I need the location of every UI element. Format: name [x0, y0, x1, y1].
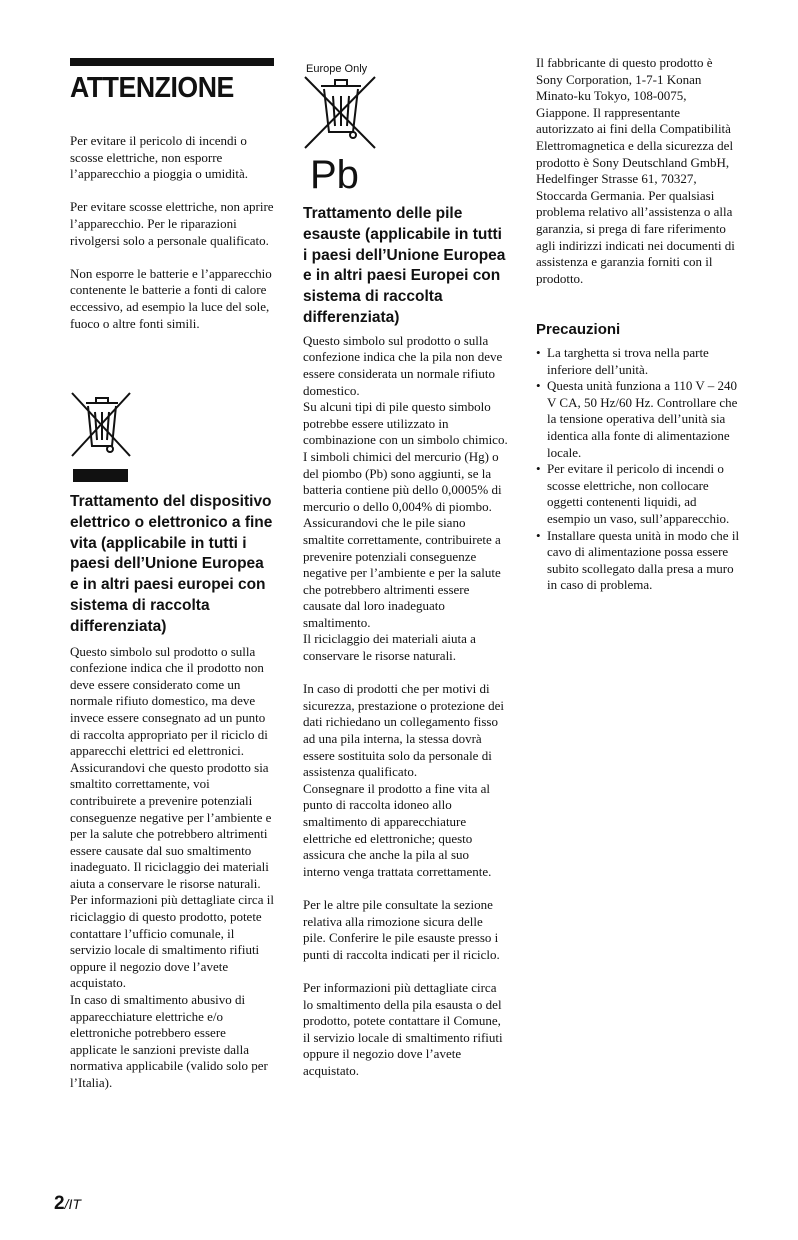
battery-paragraph-2: Su alcuni tipi di pile questo simbolo potrebbe essere utilizzato in combinazione con un simbolo chimico. I simboli chimici del mercurio (Hg) o del piombo (Pb) sono aggiunti, se la batteria contiene più dello 0,0005% di mercurio o dello 0,004% di piombo.	[303, 399, 508, 514]
battery-section	[303, 204, 508, 1080]
battery-heading: Trattamento delle pile esauste (applicabile in tutti i paesi dell’Unione Europea e in altri paesi Europei con sistema di raccolta differenziata)	[303, 205, 506, 326]
precaution-item: • Questa unità funziona a 110 V – 240 V CA, 50 Hz/60 Hz. Controllare che la tensione operativa dell’unità sia identica alla fonte di alimentazione locale.	[536, 378, 740, 461]
page-title: ATTENZIONE	[70, 72, 234, 104]
battery-paragraph-1: Questo simbolo sul prodotto o sulla confezione indica che la pila non deve essere considerata un normale rifiuto domestico.	[303, 332, 503, 398]
precautions-list	[536, 345, 740, 594]
precaution-item: • Installare questa unità in modo che il cavo di alimentazione possa essere subito scollegato dalla presa a muro in caso di problema.	[536, 528, 740, 594]
warning-paragraph-2: Per evitare scosse elettriche, non aprire l’apparecchio. Per le riparazioni rivolgersi solo a personale qualificato.	[70, 199, 274, 248]
battery-bin-logo	[303, 62, 383, 197]
battery-paragraph-4: Il riciclaggio dei materiali aiuta a conservare le risorse naturali.	[303, 631, 476, 664]
battery-paragraph-8: Per informazioni più dettagliate circa lo smaltimento della pila esausta o del prodotto, potete contattare il Comune, il servizio locale di smaltimento rifiuti oppure il negozio dove l’avete acquistato.	[303, 979, 503, 1078]
manufacturer-section	[536, 55, 740, 287]
precautions-section	[536, 320, 740, 594]
precaution-item: • La targhetta si trova nella parte inferiore dell’unità.	[536, 345, 740, 378]
weee-paragraph-2: In caso di smaltimento abusivo di apparecchiature elettriche e/o elettroniche potrebbero essere applicate le sanzioni previste dalla normativa applicabile (valido solo per l’Italia).	[70, 992, 268, 1091]
battery-paragraph-5: In caso di prodotti che per motivi di sicurezza, prestazione o protezione dei dati richiedano un collegamento fisso ad una pila interna, la stessa dovrà essere sostituita solo da personale di assistenza qualificato.	[303, 681, 505, 780]
weee-heading: Trattamento del dispositivo elettrico o elettronico a fine vita (applicabile in tutti i paesi dell’Unione Europea e in altri paesi europei con sistema di raccolta differenziata)	[70, 493, 273, 635]
weee-section	[70, 492, 274, 1092]
weee-paragraph-1: Questo simbolo sul prodotto o sulla confezione indica che il prodotto non deve essere considerato come un normale rifiuto domestico, ma deve invece essere consegnato ad un punto di raccolta appropriato per il riciclo di apparecchi elettrici ed elettronici. Assicurandovi che questo prodotto sia smaltito correttamente, voi contribuirete a prevenire potenziali conseguenze negative per l’ambiente e per la salute che potrebbero altrimenti essere causate dal suo smaltimento inadeguato. Il riciclaggio dei materiali aiuta a conservare le risorse naturali. Per informazioni più dettagliate circa il riciclaggio di questo prodotto, potete contattare l’ufficio comunale, il servizio locale di smaltimento rifiuti oppure il negozio dove l’avete acquistato.	[70, 643, 274, 991]
precaution-item: • Per evitare il pericolo di incendi o scosse elettriche, non collocare oggetti contenenti liquidi, ad esempio un vaso, sull’apparecchio.	[536, 461, 740, 527]
precautions-heading: Precauzioni	[536, 321, 621, 338]
page-number-value: 2	[54, 1193, 65, 1214]
battery-paragraph-3: Assicurandovi che le pile siano smaltite correttamente, contribuirete a prevenire potenziali conseguenze negative per l’ambiente e per la salute che potrebbero altrimenti essere causate dal loro inadeguato smaltimento.	[303, 515, 501, 630]
warning-paragraph-3: Non esporre le batterie e l’apparecchio contenente le batterie a fonti di calore eccessivo, ad esempio la luce del sole, fuoco o altre fonti simili.	[70, 265, 272, 331]
battery-paragraph-7: Per le altre pile consultate la sezione relativa alla rimozione sicura delle pile. Conferire le pile esauste presso i punti di raccolta indicati per il riciclo.	[303, 896, 500, 962]
language-suffix: IT	[68, 1196, 81, 1212]
page-number: 2/IT	[54, 1193, 81, 1214]
manufacturer-text: Il fabbricante di questo prodotto è Sony Corporation, 1-7-1 Konan Minato-ku Tokyo, 108-0075, Giappone. Il rappresentante autorizzato ai fini della Compatibilità Elettromagnetica e della sicurezza del prodotto è Sony Deutschland GmbH, Hedelfinger Strasse 61, 70327, Stoccarda Germania. Per qualsiasi problema relativo all’assistenza o alla garanzia, si prega di fare riferimento agli indirizzi indicati nei documenti di assistenza e garanzia forniti con il prodotto.	[536, 55, 735, 286]
warning-paragraph-1: Per evitare il pericolo di incendi o scosse elettriche, non esporre l’apparecchio a pioggia o umidità.	[70, 133, 248, 182]
europe-only-label: Europe Only	[306, 63, 368, 75]
battery-paragraph-6: Consegnare il prodotto a fine vita al punto di raccolta idoneo allo smaltimento di apparecchiature elettriche ed elettroniche; questo assicura che anche la pila al suo interno venga trattata correttamente.	[303, 780, 492, 879]
warning-section	[70, 133, 274, 332]
crossed-bin-icon	[70, 390, 132, 484]
lead-symbol-label: Pb	[310, 153, 359, 197]
title-rule	[70, 58, 274, 66]
